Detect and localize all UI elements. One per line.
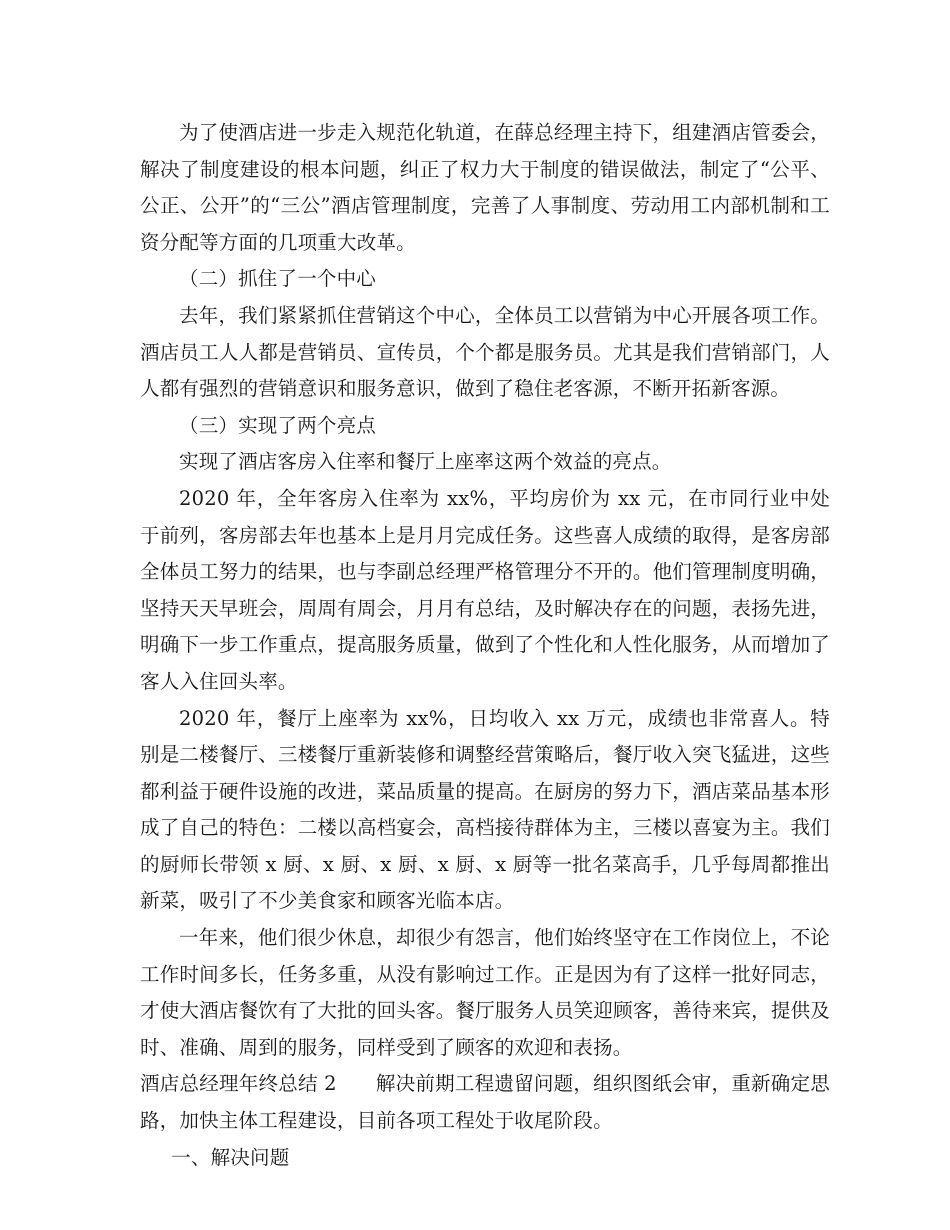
document-body	[140, 115, 830, 1176]
paragraph-staff-dedication: 一年来，他们很少休息，却很少有怨言，他们始终坚守在工作岗位上，不论工作时间多长，任务多重，从没有影响过工作。正是因为有了这样一批好同志，才使大酒店餐饮有了大批的回头客。餐厅服务人员笑迎顾客，善待来宾，提供及时、准确、周到的服务，同样受到了顾客的欢迎和表扬。	[140, 926, 830, 1059]
paragraph-reform: 为了使酒店进一步走入规范化轨道，在薛总经理主持下，组建酒店管委会，解决了制度建设的根本问题，纠正了权力大于制度的错误做法，制定了“公平、公正、公开”的“三公”酒店管理制度，完善了人事制度、劳动用工内部机制和工资分配等方面的几项重大改革。	[140, 121, 830, 254]
second-summary-intro: 解决前期工程遗留问题，组织图纸会审，重新确定思路，加快主体工程建设，目前各项工程处于收尾阶段。	[140, 1072, 830, 1133]
paragraph-marketing: 去年，我们紧紧抓住营销这个中心，全体员工以营销为中心开展各项工作。酒店员工人人都是营销员、宣传员，个个都是服务员。尤其是我们营销部门，人人都有强烈的营销意识和服务意识，做到了稳住老客源，不断开拓新客源。	[140, 303, 830, 401]
paragraph-restaurant: 2020 年，餐厅上座率为 xx%，日均收入 xx 万元，成绩也非常喜人。特别是二楼餐厅、三楼餐厅重新装修和调整经营策略后，餐厅收入突飞猛进，这些都利益于硬件设施的改进，菜品质量的提高。在厨房的努力下，酒店菜品基本形成了自己的特色：二楼以高档宴会，高档接待群体为主，三楼以喜宴为主。我们的厨师长带领 x 厨、x 厨、x 厨、x 厨、x 厨等一批名菜高手，几乎每周都推出新菜，吸引了不少美食家和顾客光临本店。	[140, 706, 830, 913]
second-summary-line	[140, 1066, 830, 1139]
second-summary-title: 酒店总经理年终总结 2	[140, 1072, 337, 1096]
paragraph-room-occupancy: 2020 年，全年客房入住率为 xx%，平均房价为 xx 元，在市同行业中处于前列，客房部去年也基本上是月月完成任务。这些喜人成绩的取得，是客房部全体员工努力的结果，也与李副总经理严格管理分不开的。他们管理制度明确，坚持天天早班会，周周有周会，月月有总结，及时解决存在的问题，表扬先进，明确下一步工作重点，提高服务质量，做到了个性化和人性化服务，从而增加了客人入住回头率。	[140, 486, 830, 693]
heading-one-center: （二）抓住了一个中心	[179, 267, 377, 291]
heading-two-highlights: （三）实现了两个亮点	[179, 413, 377, 437]
paragraph-highlights-intro: 实现了酒店客房入住率和餐厅上座率这两个效益的亮点。	[179, 450, 672, 474]
section-heading-solve-problems: 一、解决问题	[171, 1145, 290, 1169]
